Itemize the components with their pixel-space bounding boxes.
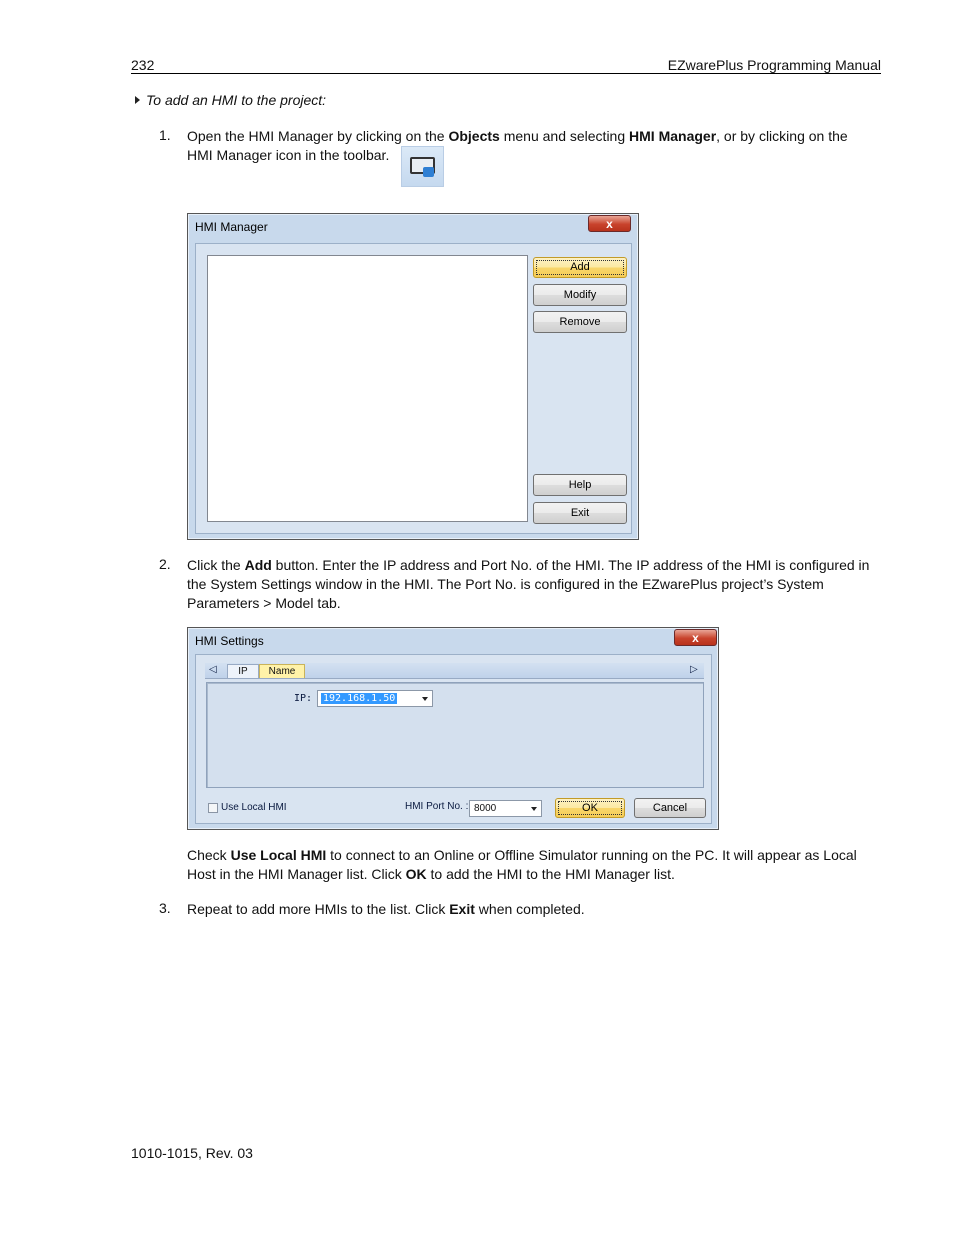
procedure-title-text: To add an HMI to the project: xyxy=(146,92,327,108)
step3-text-a: Repeat to add more HMIs to the list. Click xyxy=(187,901,450,917)
step1-text-b: menu and selecting xyxy=(499,128,630,144)
step2-text-a: Click the xyxy=(187,557,245,573)
procedure-title xyxy=(135,92,326,108)
close-button[interactable]: x xyxy=(674,629,717,646)
chevron-down-icon xyxy=(531,807,537,811)
ip-panel xyxy=(206,682,704,788)
ip-value: 192.168.1.50 xyxy=(323,693,396,704)
note-bold-ok: OK xyxy=(405,866,427,882)
hmi-settings-client xyxy=(195,654,712,824)
footer-doc-id: 1010-1015, Rev. 03 xyxy=(131,1145,253,1161)
step-text-1 xyxy=(187,127,877,165)
step-number-3: 3. xyxy=(159,900,171,916)
hmi-list[interactable] xyxy=(207,255,528,522)
tab-ip[interactable]: IP xyxy=(227,664,259,678)
add-button[interactable]: Add xyxy=(533,257,627,278)
note-paragraph xyxy=(187,846,877,884)
step-number-1: 1. xyxy=(159,127,171,143)
hmi-manager-icon xyxy=(401,146,444,187)
hmi-manager-title: HMI Manager xyxy=(195,220,268,234)
arrow-shape xyxy=(423,167,434,177)
remove-button[interactable]: Remove xyxy=(533,311,627,333)
note-bold-use-local: Use Local HMI xyxy=(230,847,327,863)
ip-label: IP: xyxy=(294,693,313,704)
step3-text-b: when completed. xyxy=(474,901,585,917)
ip-combo[interactable] xyxy=(317,690,433,707)
port-value: 8000 xyxy=(474,803,497,814)
help-button[interactable]: Help xyxy=(533,474,627,496)
use-local-hmi-label: Use Local HMI xyxy=(221,802,287,813)
port-label: HMI Port No. : xyxy=(405,801,469,812)
step-number-2: 2. xyxy=(159,556,171,572)
cancel-button[interactable]: Cancel xyxy=(634,798,706,818)
step-text-2 xyxy=(187,556,877,613)
step2-bold-add: Add xyxy=(244,557,272,573)
tab-bar xyxy=(205,663,704,679)
step1-text-a: Open the HMI Manager by clicking on the xyxy=(187,128,449,144)
tab-scroll-right-icon[interactable]: ▷ xyxy=(690,664,698,675)
manual-title: EZwarePlus Programming Manual xyxy=(667,57,881,73)
note-text-b: to connect to an Online or Offline Simulator running on the PC. It will appear as Local Host in the HMI Manager list. Click xyxy=(187,847,857,882)
ok-button[interactable]: OK xyxy=(555,798,625,818)
note-text-c: to add the HMI to the HMI Manager list. xyxy=(426,866,675,882)
chevron-down-icon xyxy=(422,697,428,701)
header-rule xyxy=(131,73,881,74)
step3-bold-exit: Exit xyxy=(449,901,475,917)
step2-text-b: button. Enter the IP address and Port No. of the HMI. The IP address of the HMI is configured in the System Settings window in the HMI. The Port No. is configured in the EZwarePlus project’s System Parameters > Model tab. xyxy=(187,557,870,611)
step1-bold-hmi-manager: HMI Manager xyxy=(629,128,717,144)
exit-button[interactable]: Exit xyxy=(533,502,627,524)
close-button[interactable]: x xyxy=(588,215,631,232)
step1-text-c: , or by clicking on the HMI Manager icon in the toolbar. xyxy=(187,128,848,163)
use-local-hmi-checkbox[interactable] xyxy=(208,803,218,813)
port-combo[interactable] xyxy=(469,800,542,817)
modify-button[interactable]: Modify xyxy=(533,284,627,306)
hmi-manager-dialog xyxy=(187,213,639,540)
hmi-settings-dialog xyxy=(187,627,719,830)
hmi-settings-title: HMI Settings xyxy=(195,634,264,648)
page-number: 232 xyxy=(131,57,155,73)
step-text-3 xyxy=(187,900,877,919)
tab-scroll-left-icon[interactable]: ◁ xyxy=(209,664,217,675)
tab-name[interactable]: Name xyxy=(259,664,305,678)
note-text-a: Check xyxy=(187,847,231,863)
hmi-manager-client xyxy=(195,243,632,534)
triangle-right-icon xyxy=(135,96,140,104)
step1-bold-objects: Objects xyxy=(448,128,500,144)
